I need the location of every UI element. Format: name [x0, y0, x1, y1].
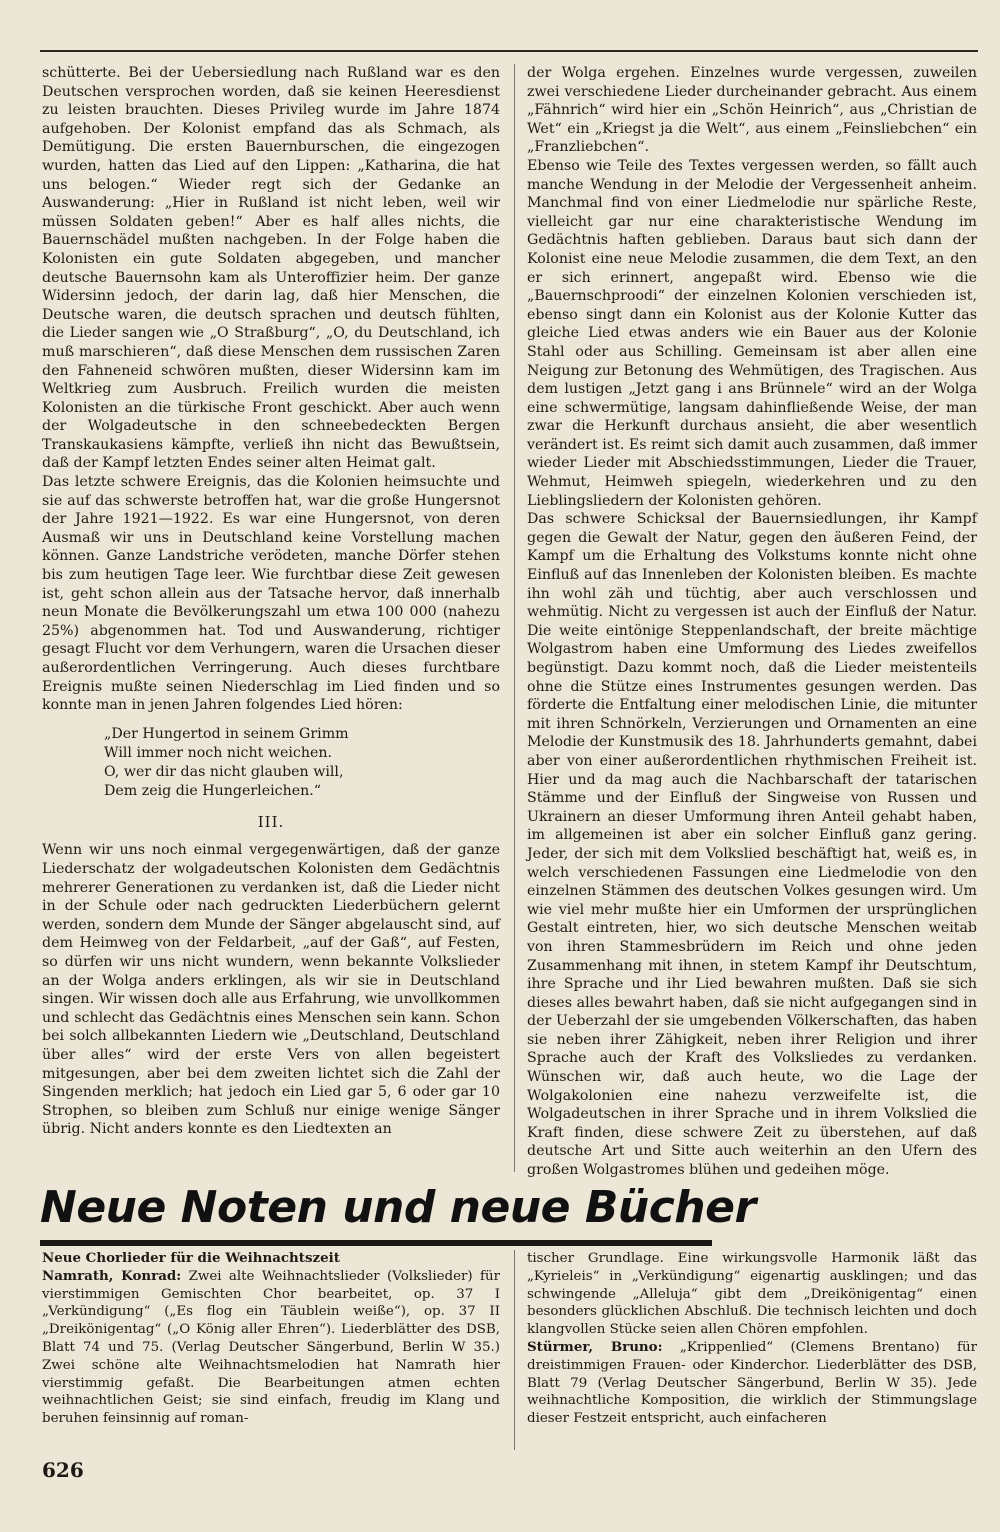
review-text: „Krippenlied“ (Clemens Brentano) für dreistimmigen Frauen- oder Kinderchor. Liederblätter des DSB, Blatt 79 (Verlag Deutscher Sängerbund, Berlin W 35). Jede weihnachtliche Komposition, die wirklich der Stimmungslage dieser Festzeit entspricht, auch einfacheren — [527, 1339, 977, 1427]
poem-line: Will immer noch nicht weichen. — [104, 744, 333, 761]
paragraph: Das letzte schwere Ereignis, das die Kolonien heimsuchte und sie auf das schwerste betroffen hat, war die große Hungersnot der Jahre 1921—1922. Es war eine Hungersnot, von deren Ausmaß wir uns in Deutschland keine Vorstellung machen können. Ganze Landstriche verödeten, manche Dörfer stehen bis zum heutigen Tage leer. Wie furchtbar diese Zeit gewesen ist, geht schon allein aus der Tatsache hervor, daß innerhalb neun Monate die Bevölkerungszahl um etwa 100 000 (nahezu 25%) abgenommen hat. Tod und Auswanderung, richtiger gesagt Flucht vor dem Verhungern, waren die Ursachen dieser außerordentlichen Verringerung. Auch dieses furchtbare Ereignis mußte seinen Niederschlag im Lied finden und so konnte man in jenen Jahren folgendes Lied hören: — [42, 474, 500, 714]
section-number: III. — [257, 812, 285, 831]
reviews-subhead: Neue Chorlieder für die Weihnachtszeit — [42, 1250, 340, 1266]
paragraph: Wenn wir uns noch einmal vergegenwärtigen, daß der ganze Liederschatz der wolgadeutschen Kolonisten dem Gedächtnis mehrerer Generationen zu verdanken ist, daß die Lieder nicht in der Schule oder nach gedruckten Liederbüchern gelernt werden, sondern dem Munde der Sänger abgelauscht sind, auf dem Heimweg von der Feldarbeit, „auf der Gaß“, auf Festen, so dürfen wir uns nicht wundern, wenn bekannte Volkslieder an der Wolga anders erklingen, als wir sie in Deutschland singen. Wir wissen doch alle aus Erfahrung, wie unvollkommen und schlecht das Gedächtnis eines Menschen sein kann. Schon bei solch allbekannten Liedern wie „Deutschland, Deutschland über alles“ wird der erste Vers von allen begeistert mitgesungen, aber bei dem zweiten lichtet sich die Zahl der Singenden merklich; hat jedoch ein Lied gar 5, 6 oder gar 10 Strophen, so bleiben zum Schluß nur einige wenige Sänger übrig. Nicht anders konnte es den Liedtexten an — [42, 842, 500, 1138]
poem-line: Dem zeig die Hungerleichen.“ — [104, 782, 322, 799]
article-column-right — [527, 64, 977, 1180]
column-divider — [514, 1250, 515, 1450]
review-entry — [42, 1268, 500, 1428]
paragraph: Ebenso wie Teile des Textes vergessen werden, so fällt auch manche Wendung in der Melodie der Vergessenheit anheim. Manchmal find von einer Liedmelodie nur spärliche Reste, vielleicht gar nur eine charakteristische Wendung im Gedächtnis haften geblieben. Daraus baut sich dann der Kolonist eine neue Melodie zusammen, die dem Text, an den er sich erinnert, angepaßt wird. Ebenso wie die „Bauernschproodi“ der einzelnen Kolonien verschieden ist, ebenso singt dann ein Kolonist aus der Kolonie Kutter das gleiche Lied etwas anders wie ein Bauer aus der Kolonie Stahl oder aus Schilling. Gemeinsam ist aber allen eine Neigung zur Betonung des Wehmütigen, des Tragischen. Aus dem lustigen „Jetzt gang i ans Brünnele“ wird an der Wolga eine schwermütige, langsam dahinfließende Weise, der man zwar die Herkunft durchaus ansieht, die aber wesentlich verändert ist. Es reimt sich damit auch zusammen, daß immer wieder Lieder mit Abschiedsstimmungen, Lieder die Trauer, Wehmut, Heimweh spiegeln, wiederkehren und zu den Lieblingsliedern der Kolonisten gehören. — [527, 157, 977, 509]
review-author: Stürmer, Bruno: — [527, 1338, 663, 1355]
review-entry — [527, 1339, 977, 1428]
section-heading: Neue Noten und neue Bücher — [40, 1182, 756, 1233]
reviews-column-left — [42, 1250, 500, 1428]
paragraph: Das schwere Schicksal der Bauernsiedlungen, ihr Kampf gegen die Gewalt der Natur, gegen den äußeren Feind, der Kampf um die Erhaltung des Volkstums konnte nicht ohne Einfluß auf das Innenleben der Kolonisten bleiben. Es machte ihn wohl zäh und tüchtig, aber auch verschlossen und wehmütig. Nicht zu vergessen ist auch der Einfluß der Natur. Die weite eintönige Steppenlandschaft, der breite mächtige Wolgastrom haben eine Umformung des Liedes zweifellos begünstigt. Dazu kommt noch, daß die Lieder meistenteils ohne die Stütze eines Instrumentes gesungen werden. Das förderte die Entfaltung einer melodischen Linie, die mitunter mit ihren Schnörkeln, Verzierungen und Ornamenten an eine Melodie der Kunstmusik des 18. Jahrhunderts gemahnt, dabei aber von einer außerordentlichen rhythmischen Freiheit ist. Hier und da mag auch die Nachbarschaft der tatarischen Stämme und der Einfluß der Singweise von Russen und Ukrainern an dieser Umformung ihren Anteil gehabt haben, im allgemeinen ist aber ein solcher Einfluß ganz gering. Jeder, der sich mit dem Volkslied beschäftigt hat, weiß es, in welch verschiedenen Fassungen eine Liedmelodie von den einzelnen Stämmen des deutschen Volkes gesungen wird. Um wie viel mehr mußte hier ein Umformen der ursprünglichen Gestalt eintreten, hier, wo sich deutsche Menschen weitab von ihren Stammesbrüdern im Reich und ohne jeden Zusammenhang mit ihnen, in stetem Kampf ihr Deutschtum, ihre Sprache und ihr Lied bewahren mußten. Daß sie sich dieses alles bewahrt haben, daß sie nicht aufgegangen sind in der Ueberzahl der sie umgebenden Völkerschaften, das haben sie neben ihrer Zähigkeit, neben ihrer Religion und ihrer Sprache auch der Kraft des Volksliedes zu verdanken. Wünschen wir, daß auch heute, wo die Lage der Wolgakolonien eine nahezu verzweifelte ist, die Wolgadeutschen in ihrer Sprache und in ihrem Volkslied die Kraft finden, diese schwere Zeit zu überstehen, auf daß deutsche Art und Sitte auch weiterhin an den Ufern des großen Wolgastromes blühen und gedeihen möge. — [527, 511, 977, 1179]
poem-quote — [104, 725, 500, 801]
review-text-continued: tischer Grundlage. Eine wirkungsvolle Harmonik läßt das „Kyrieleis“ in „Verkündigung“ eigenartig ausklingen; und das schwingende „Alleluja“ gibt dem „Dreikönigentag“ einen besonders glücklichen Abschluß. Die technisch leichten und doch klangvollen Stücke seien allen Chören empfohlen. — [527, 1251, 977, 1338]
top-rule — [40, 50, 978, 52]
review-text: Zwei alte Weihnachtslieder (Volkslieder) für vierstimmigen Gemischten Chor bearbeitet, op. 37 I „Verkündigung“ („Es flog ein Täublein weiße“), op. 37 II „Dreikönigentag“ („O König aller Ehren“). Liederblätter des DSB, Blatt 74 und 75. (Verlag Deutscher Sängerbund, Berlin W 35.) Zwei schöne alte Weihnachtsmelodien hat Namrath hier vierstimmig gefaßt. Die Bearbeitungen atmen echten weihnachtlichen Geist; sie sind einfach, freudig im Klang und beruhen feinsinnig auf roman- — [42, 1268, 500, 1427]
page-number: 626 — [42, 1458, 84, 1482]
review-author: Namrath, Konrad: — [42, 1267, 182, 1284]
heading-rule — [40, 1240, 712, 1246]
poem-line: O, wer dir das nicht glauben will, — [104, 763, 344, 780]
paragraph: schütterte. Bei der Uebersiedlung nach Rußland war es den Deutschen versprochen worden, daß sie keinen Heeresdienst zu leisten brauchten. Dieses Privileg wurde im Jahre 1874 aufgehoben. Der Kolonist empfand das als Schmach, als Demütigung. Die ersten Bauernburschen, die eingezogen wurden, hatten das Lied auf den Lippen: „Katharina, die hat uns belogen.“ Wieder regt sich der Gedanke an Auswanderung: „Hier in Rußland ist nicht leben, weil wir müssen Soldaten geben!“ Aber es half alles nichts, die Bauernschädel mußten nachgeben. In der Folge haben die Kolonisten ein gute Soldaten abgegeben, und mancher deutsche Bauernsohn kam als Unteroffizier heim. Der ganze Widersinn jedoch, der darin lag, daß hier Menschen, die Deutsche waren, die deutsch sprachen und deutsch fühlten, die Lieder sangen wie „O Straßburg“, „O, du Deutschland, ich muß marschieren“, daß diese Menschen dem russischen Zaren den Fahneneid schwören mußten, dieser Widersinn kam im Weltkrieg zum Ausbruch. Freilich wurden die meisten Kolonisten an die türkische Front geschickt. Aber auch wenn der Wolgadeutsche in den schneebedeckten Bergen Transkaukasiens kämpfte, verließ ihn nicht das Bewußtsein, daß der Kampf letzten Endes seiner alten Heimat galt. — [42, 65, 500, 472]
article-column-left — [42, 64, 500, 1139]
paragraph: der Wolga ergehen. Einzelnes wurde vergessen, zuweilen zwei verschiedene Lieder durcheinander gebracht. Aus einem „Fähnrich“ wird hier ein „Schön Heinrich“, aus „Christian de Wet“ ein „Kriegst ja die Welt“, aus einem „Feinsliebchen“ ein „Franzliebchen“. — [527, 65, 977, 156]
reviews-column-right — [527, 1250, 977, 1428]
poem-line: „Der Hungertod in seinem Grimm — [104, 725, 349, 742]
column-divider — [514, 64, 515, 1172]
